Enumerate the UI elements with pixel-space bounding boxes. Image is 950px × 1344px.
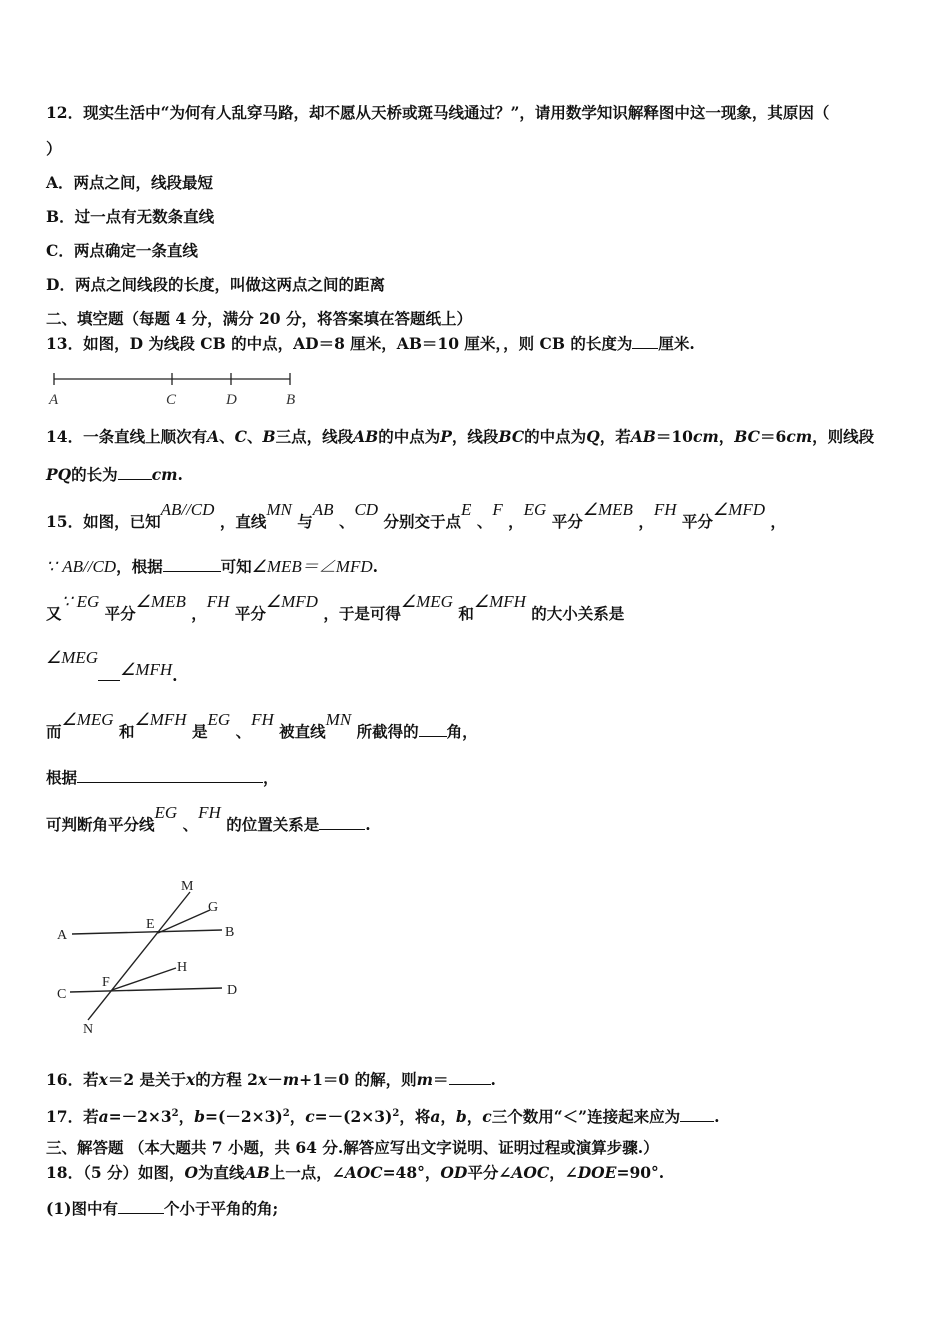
q15-line3: 又∵ EG 平分∠MEB ，FH 平分∠MFD ，于是可得∠MEG 和∠MFH 的大小关系是 bbox=[46, 592, 625, 623]
q15-line1: 15．如图，已知AB//CD ，直线MN 与AB 、CD 分别交于点E 、F ，EG 平分∠MEB ，FH 平分∠MFD ， bbox=[46, 500, 786, 531]
fig-label-n: N bbox=[83, 1022, 94, 1037]
q13-label-a: A bbox=[49, 392, 59, 408]
q13-label-d: D bbox=[226, 392, 237, 408]
fig-label-e: E bbox=[146, 917, 155, 932]
q12-option-d: D．两点之间线段的长度，叫做这两点之间的距离 bbox=[46, 275, 385, 294]
q12-option-c: C．两点确定一条直线 bbox=[46, 241, 198, 260]
q13-label-c: C bbox=[166, 392, 177, 408]
q15-line5: 而∠MEG 和∠MFH 是EG 、FH 被直线MN 所截得的 角， bbox=[46, 710, 478, 741]
line-cd bbox=[70, 988, 222, 992]
q16-blank[interactable] bbox=[449, 1070, 491, 1085]
fig-label-d: D bbox=[227, 983, 238, 998]
section-fill-in-heading: 二、填空题（每题 4 分，满分 20 分，将答案填在答题纸上） bbox=[46, 309, 472, 328]
q13-text: 13．如图，D 为线段 CB 的中点，AD＝8 厘米，AB＝10 厘米，，则 CB 的长度为 bbox=[46, 334, 633, 353]
q18-part1-blank[interactable] bbox=[118, 1199, 164, 1214]
fig-label-g: G bbox=[208, 900, 219, 915]
q18-stem: 18．（5 分）如图，O为直线AB上一点，∠AOC=48°，OD平分∠AOC，∠DOE=90°. bbox=[46, 1163, 665, 1182]
q14-stem: 14．一条直线上顺次有A、C、B三点，线段AB的中点为P，线段BC的中点为Q，若AB＝10cm，BC＝6cm，则线段 bbox=[46, 427, 875, 446]
q12-option-b: B．过一点有无数条直线 bbox=[46, 207, 215, 226]
q17-stem: 17．若$a=-2\times 3^2$，$b=(-2\times 3)^2$，$c=-(2\times 3)^2$，将a，b，c三个数用“＜”连接起来应为 . bbox=[46, 1107, 720, 1127]
q13-stem bbox=[46, 334, 695, 354]
q15-blank-reason1[interactable] bbox=[163, 557, 221, 572]
q15-line4: ∠MEG∠MFH. bbox=[46, 648, 178, 685]
q12-stem-close: ） bbox=[46, 139, 62, 158]
q15-line7: 可判断角平分线EG 、FH 的位置关系是 . bbox=[46, 803, 371, 834]
q15-line6: 根据 ， bbox=[46, 768, 279, 787]
q15-blank-position[interactable] bbox=[319, 815, 365, 830]
ray-fh bbox=[112, 968, 176, 990]
q16-stem: 16．若x＝2 是关于x的方程 2x－m+1＝0 的解，则m＝ . bbox=[46, 1070, 496, 1089]
q13-unit: 厘米. bbox=[658, 334, 695, 353]
q15-blank-angle-type[interactable] bbox=[419, 722, 447, 737]
fig-label-f: F bbox=[102, 975, 110, 990]
q14-stem-cont: PQ的长为 cm. bbox=[46, 465, 183, 484]
q15-parallel-lines-figure bbox=[40, 870, 270, 1040]
fig-label-m: M bbox=[181, 879, 194, 894]
fig-label-c: C bbox=[57, 987, 67, 1002]
fig-label-h: H bbox=[177, 960, 188, 975]
q12-option-a: A．两点之间，线段最短 bbox=[46, 173, 214, 192]
q13-blank[interactable] bbox=[632, 334, 658, 349]
fig-label-b: B bbox=[225, 925, 235, 940]
q14-blank[interactable] bbox=[118, 465, 152, 480]
q13-label-b: B bbox=[286, 392, 296, 408]
line-mn bbox=[88, 892, 190, 1020]
q15-blank-reason2[interactable] bbox=[77, 768, 263, 783]
section-solve-heading: 三、解答题 （本大题共 7 小题，共 64 分.解答应写出文字说明、证明过程或演算步骤.） bbox=[46, 1138, 659, 1157]
q15-line2: ∵ AB//CD，根据 可知∠MEB＝∠MFD. bbox=[46, 557, 379, 576]
q12-stem: 12．现实生活中“为何有人乱穿马路，却不愿从天桥或斑马线通过？”，请用数学知识解释图中这一现象，其原因（ bbox=[46, 103, 830, 122]
q15-blank-relation[interactable] bbox=[98, 666, 120, 681]
fig-label-a: A bbox=[57, 928, 68, 943]
q13-segment-figure bbox=[46, 366, 306, 410]
q17-blank[interactable] bbox=[680, 1107, 714, 1122]
q18-part1: (1)图中有 个小于平角的角; bbox=[46, 1199, 279, 1218]
